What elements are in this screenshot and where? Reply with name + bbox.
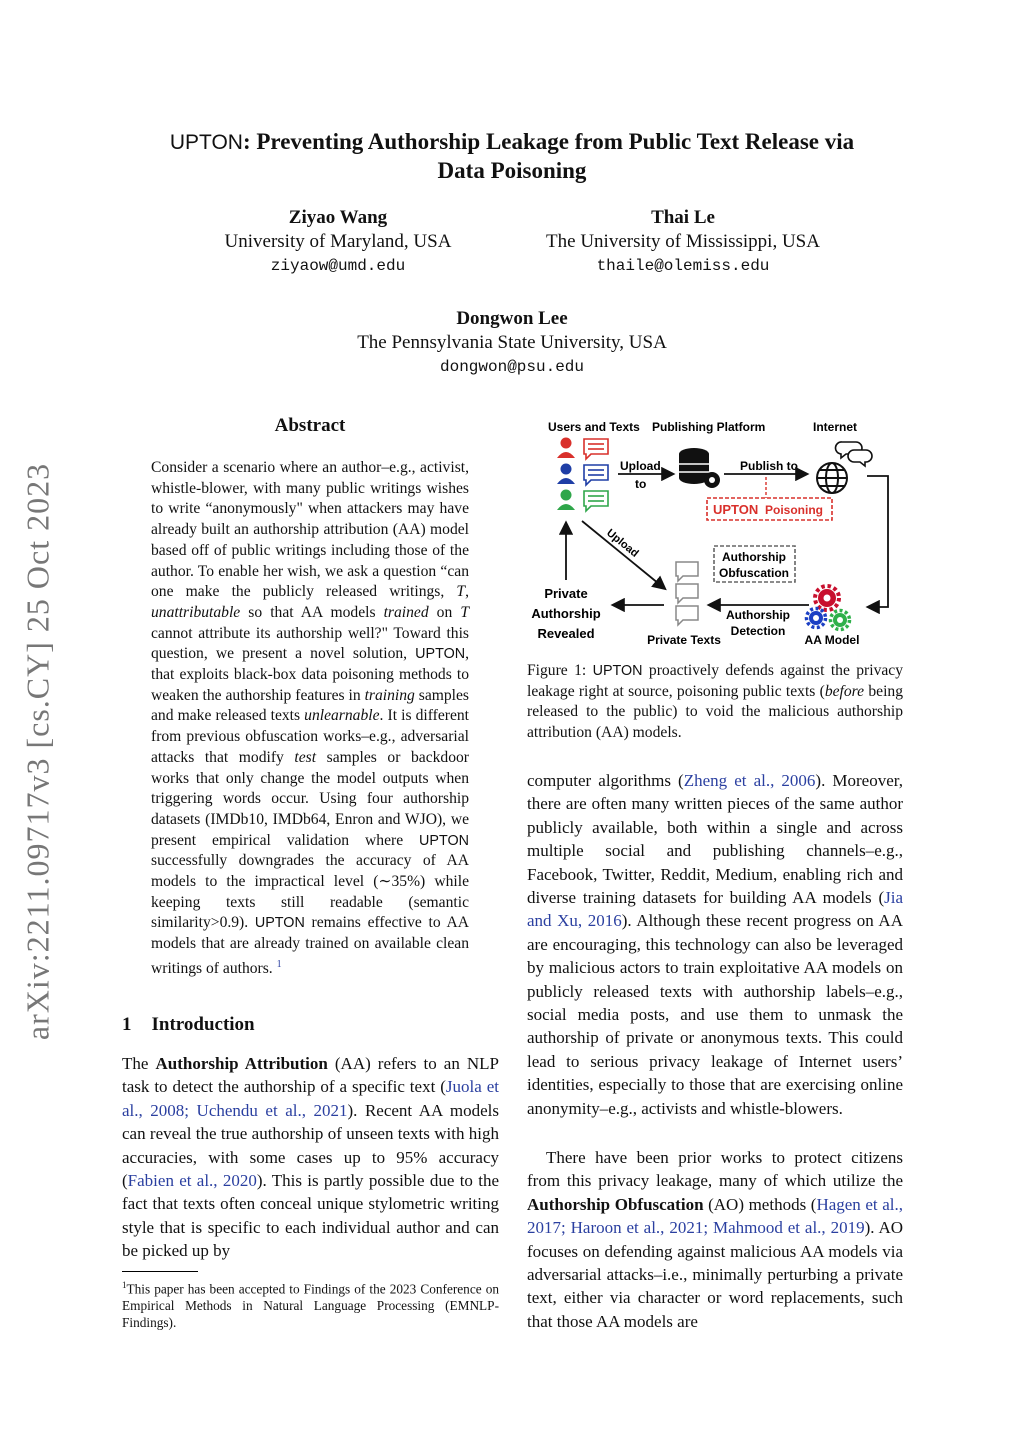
abstract-text: successfully downgrades the accuracy of AA models to the impractical level (∼35%) while keeping texts still readable (semantic similarity>0.9).	[151, 852, 469, 932]
section-heading-introduction	[122, 1014, 255, 1036]
author-name: Thai Le	[651, 207, 715, 228]
abstract-text: so that AA models	[240, 603, 384, 621]
user-red-icon	[557, 438, 575, 459]
body-text: computer algorithms (	[527, 771, 684, 790]
emph: training	[364, 686, 415, 704]
author-affiliation: The University of Mississippi, USA	[546, 231, 820, 252]
math-T: T	[460, 603, 470, 621]
section-title: Introduction	[151, 1014, 255, 1035]
label-upload-diagonal: Upload	[604, 527, 641, 560]
emph: before	[824, 682, 865, 700]
label-det-2: Detection	[730, 624, 786, 638]
citation-link[interactable]: Zheng et al., 2006	[683, 771, 816, 790]
body-text: There have been prior works to protect citizens from this privacy leakage, many of which utilize the	[527, 1148, 903, 1191]
abstract-text: , that exploits black-box data poisoning methods to weaken the authorship features in	[151, 645, 469, 704]
body-text: ). Recent AA models can reveal the true authorship of unseen texts with high accuracies, with some cases up to 95% accuracy (	[122, 1100, 499, 1191]
label-internet: Internet	[813, 420, 858, 434]
abstract-text: samples and make released texts	[151, 686, 469, 725]
abstract-body	[151, 458, 469, 980]
emph: trained	[383, 603, 429, 621]
body-text: ). This is partly possible due to the fact that texts often conceal unique stylometric writing style that is specific to each individual author and can be picked up by	[122, 1171, 499, 1261]
body-text: ). Moreover, there are often many written pieces of the same author publicly available, both within a single and across multiple social and publishing channels–e.g., Facebook, Twitter, Reddit, Medium, enabling rich and diverse training datasets for building AA models (	[527, 771, 904, 908]
math-T: T	[456, 583, 466, 601]
emph: unlearnable	[304, 707, 380, 725]
footnote-mark: 1	[122, 1280, 127, 1290]
label-upload: Upload	[620, 459, 661, 473]
gear-green-icon	[831, 611, 850, 630]
author-block-3	[312, 307, 712, 379]
body-text: ). Although these recent progress on AA are encouraging, this technology can also be leveraged by malicious actors to train exploitative AA models on publicly released texts with authorship labels–e.g., social media posts, and use them to unmask the authorship of private or anonymous texts. This could lead to serious privacy leakage of Internet users’ identities, especially to those that are exercising online anonymity–e.g., activists and whistle-blowers.	[527, 911, 903, 1118]
body-text: (AO) methods (	[703, 1194, 817, 1214]
body-text: (AA) refers to an NLP task to detect the authorship of a specific text (	[122, 1054, 499, 1097]
user-green-icon	[557, 490, 575, 511]
chat-bubbles-icon	[835, 442, 872, 466]
bold-term: Authorship Obfuscation	[527, 1194, 704, 1214]
globe-icon	[817, 463, 847, 493]
citation-link[interactable]: Hagen et al., 2017; Haroon et al., 2021; Mahmood et al., 2019	[527, 1194, 904, 1238]
label-private-1: Private	[544, 586, 588, 601]
author-email: dongwon@psu.edu	[439, 358, 585, 376]
label-obf-1: Authorship	[722, 550, 786, 564]
citation-link[interactable]: Juola et al., 2008; Uchendu et al., 2021	[122, 1077, 499, 1120]
author-block-2	[513, 206, 853, 278]
footnote-rule	[122, 1271, 198, 1272]
label-poisoning: Poisoning	[765, 503, 823, 517]
caption-text: proactively defends against the privacy leakage right at source, poisoning public texts (	[527, 662, 904, 700]
abstract-text: remains effective to AA models that are already trained on available clean writings of authors.	[151, 914, 469, 978]
private-texts-icon	[676, 562, 698, 625]
author-email: thaile@olemiss.edu	[596, 257, 770, 275]
abstract-text: samples or backdoor works that only change the model outputs when triggering words occur. Using four authorship datasets (IMDb10, IMDb64, Enron and WJO), we present empirical validation where	[151, 748, 469, 849]
gear-red-icon	[815, 586, 839, 610]
citation-link[interactable]: Jia and Xu, 2016	[527, 888, 903, 931]
emph: unattributable	[151, 603, 241, 621]
system-name: UPTON	[419, 832, 469, 849]
gear-blue-icon	[807, 609, 826, 628]
user-blue-icon	[557, 464, 575, 485]
author-affiliation: The Pennsylvania State University, USA	[357, 332, 667, 353]
footnote-link[interactable]: 1	[276, 958, 282, 970]
label-upton: UPTON	[713, 502, 759, 517]
section-number: 1	[122, 1014, 132, 1035]
arrow-internet-to-model	[867, 476, 888, 607]
system-name: UPTON	[415, 646, 466, 663]
figure-caption	[527, 661, 903, 744]
emph: test	[294, 748, 317, 766]
label-aa-model: AA Model	[804, 633, 860, 647]
label-det-1: Authorship	[726, 608, 790, 622]
system-name: UPTON	[254, 915, 305, 932]
footnote	[122, 1277, 499, 1331]
author-email: ziyaow@umd.edu	[270, 257, 406, 275]
author-name: Ziyao Wang	[288, 207, 388, 228]
author-name: Dongwon Lee	[456, 308, 568, 329]
footnote-text: This paper has been accepted to Findings of the 2023 Conference on Empirical Methods in Natural Language Processing (EMNLP-Findings).	[122, 1281, 499, 1331]
text-green-icon	[584, 491, 608, 511]
label-obf-2: Obfuscation	[718, 566, 790, 580]
abstract-text: . It is different from previous obfuscation works–e.g., adversarial attacks that modify	[151, 707, 469, 766]
label-to: to	[635, 477, 647, 491]
bold-term: Authorship Attribution	[155, 1054, 328, 1073]
citation-link[interactable]: Fabien et al., 2020	[127, 1171, 257, 1191]
caption-text: being released to the public) to void the malicious authorship attribution (AA) models.	[527, 682, 903, 742]
database-icon	[679, 448, 720, 488]
body-text: The	[122, 1054, 156, 1073]
arrow-upload-private	[582, 521, 664, 588]
abstract-text: on	[428, 603, 461, 621]
text-red-icon	[584, 439, 608, 459]
figure-1	[524, 412, 904, 652]
text-blue-icon	[584, 465, 608, 485]
author-block-1	[188, 206, 488, 278]
system-name: UPTON	[592, 663, 643, 679]
intro-paragraph-right-2	[527, 1146, 903, 1333]
label-platform: Publishing Platform	[652, 420, 766, 434]
label-private-3: Revealed	[537, 626, 595, 641]
title-line-2: Data Poisoning	[437, 158, 587, 183]
label-private-texts: Private Texts	[647, 633, 721, 647]
caption-label: Figure 1:	[527, 662, 593, 679]
abstract-heading: Abstract	[274, 415, 346, 436]
arxiv-stamp: arXiv:2211.09717v3 [cs.CY] 25 Oct 2023	[19, 462, 56, 1041]
intro-paragraph-right-1	[527, 769, 903, 1120]
label-private-2: Authorship	[531, 606, 601, 621]
author-affiliation: University of Maryland, USA	[224, 231, 452, 252]
paper-title	[0, 128, 1024, 185]
label-users-texts: Users and Texts	[548, 420, 640, 434]
intro-paragraph-left	[122, 1052, 499, 1263]
body-text: ). AO focuses on defending against malicious AA models via adversarial attacks–i.e., minimally perturbing a private text, either via character or word replacements, such that those AA models are	[527, 1218, 904, 1331]
title-text: : Preventing Authorship Leakage from Public Text Release via	[242, 129, 855, 154]
abstract-text: Consider a scenario where an author–e.g., activist, whistle-blower, with many public writings wishes to write “anonymously" when attackers may have already built an authorship attribution (AA) model based off of public writings including those of the author. To enable her wish, we ask a question “can one make the publicly released writings,	[151, 459, 469, 601]
label-publish: Publish to	[740, 459, 798, 473]
title-system-name: UPTON	[169, 131, 243, 154]
abstract-text: cannot attribute its authorship well?" Toward this question, we present a novel solution,	[151, 624, 469, 663]
abstract-text: ,	[465, 583, 469, 601]
